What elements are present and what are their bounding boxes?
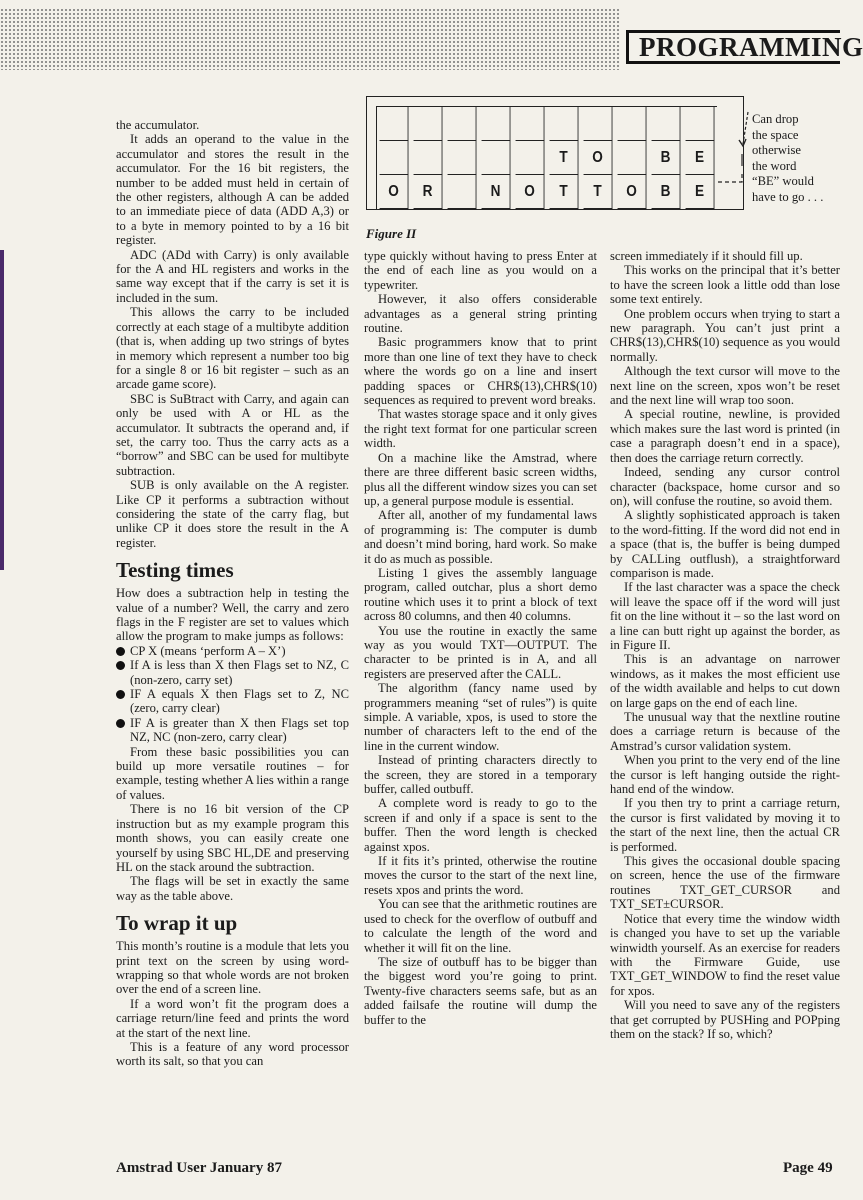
grid-cell [550, 107, 579, 141]
grid-cell [414, 141, 443, 175]
annotation-line: “BE” would [752, 174, 814, 188]
paragraph: SUB is only available on the A register. Like CP it performs a subtraction without considering the state of the carry flag, but unlike CP it does store the result in the A register. [116, 478, 349, 550]
grid-cell [482, 141, 511, 175]
paragraph: You can see that the arithmetic routines are used to check for the overflow of outbuff and to calculate the length of the word and whether it will fit on the line. [364, 897, 597, 955]
grid-cell: N [482, 175, 511, 209]
paragraph: Although the text cursor will move to the next line on the screen, xpos won’t be reset and the next line will wrap too soon. [610, 364, 840, 408]
grid-cell [584, 107, 613, 141]
paragraph: After all, another of my fundamental laws of programming is: The computer is dumb and doesn’t mind boring, hard work. So make it do as much as possible. [364, 508, 597, 566]
grid-cell: T [550, 141, 579, 175]
bullet-item: If A is less than X then Flags set to NZ, C (non-zero, carry set) [116, 658, 349, 687]
paragraph: A complete word is ready to go to the screen if and only if a space is sent to the buffer. Then the word length is checked against xpos. [364, 796, 597, 854]
grid-cell [380, 141, 409, 175]
grid-cell: T [550, 175, 579, 209]
paragraph: That wastes storage space and it only gives the right text format for one particular screen width. [364, 407, 597, 451]
bullet-item: CP X (means ‘perform A – X’) [116, 644, 349, 658]
paragraph: This works on the principal that it’s better to have the screen look a little odd than lose some text entirely. [610, 263, 840, 307]
grid-cell [448, 175, 477, 209]
grid-cell: O [618, 175, 647, 209]
column-3 [610, 249, 840, 1041]
paragraph: A special routine, newline, is provided which makes sure the last word is printed (in case a paragraph doesn’t end in a space), then does the carriage return correctly. [610, 407, 840, 465]
grid-cell: E [686, 175, 715, 209]
paragraph: Notice that every time the window width is changed you have to set up the variable winwidth yourself. As an exercise for readers with the Firmware Guide, use TXT_GET_WINDOW to find the reset value for xpos. [610, 911, 840, 998]
grid-cell [448, 107, 477, 141]
paragraph: There is no 16 bit version of the CP instruction but as my example program this month shows, you can easily create one yourself by using SBC HL,DE and preserving HL on the stack around the subtraction. [116, 802, 349, 874]
paragraph: Indeed, sending any cursor control character (backspace, home cursor and so on), will confuse the routine, so avoid them. [610, 465, 840, 508]
paragraph: type quickly without having to press Enter at the end of each line as you would on a typewriter. [364, 249, 597, 292]
paragraph: However, it also offers considerable advantages as a general string printing routine. [364, 292, 597, 336]
grid-cell: E [686, 141, 715, 175]
paragraph: It adds an operand to the value in the accumulator and stores the result in the accumulator. For the 16 bit registers, the number to be added must held in certain of the other registers, although A can be added to an immediate piece of data (ADD A,3) or to a byte in memory pointed to by a 16 bit register. [116, 132, 349, 248]
grid-cell: O [380, 175, 409, 209]
bullet-item: IF A equals X then Flags set to Z, NC (zero, carry clear) [116, 687, 349, 716]
grid-cell [516, 141, 545, 175]
paragraph: Instead of printing characters directly to the screen, they are stored in a temporary buffer, called outbuff. [364, 753, 597, 797]
paragraph: This is a feature of any word processor worth its salt, so that you can [116, 1039, 349, 1069]
paragraph: Listing 1 gives the assembly language program, called outchar, plus a short demo routine which uses it to print a block of text across 80 columns, and then 40 columns. [364, 565, 597, 624]
paragraph: One problem occurs when trying to start a new paragraph. You can’t just print a CHR$(13),CHR$(10) sequence as you would normally. [610, 306, 840, 364]
flag-list [116, 644, 349, 745]
grid-cell: B [652, 141, 681, 175]
footer-publication: Amstrad User January 87 [116, 1160, 282, 1176]
annotation-line: the space [752, 127, 799, 142]
grid-cell: O [516, 175, 545, 209]
grid-cell: B [652, 175, 681, 209]
paragraph: SBC is SuBtract with Carry, and again can only be used with A or HL as the accumulator. It subtracts the operand and, if set, the carry too. Thus the carry acts as a “borrow” and SBC can be used for multibyte subtraction. [116, 391, 349, 478]
paragraph: From these basic possibilities you can build up more versatile routines – for example, testing whether A lies within a range of values. [116, 744, 349, 802]
paragraph: If you then try to print a carriage return, the cursor is first validated by moving it to the start of the next line, then the actual CR is performed. [610, 796, 840, 854]
paragraph: Will you need to save any of the registers that get corrupted by PUSHing and POPping them on the stack? If so, which? [610, 998, 840, 1041]
page-edge-strip [0, 250, 4, 570]
grid-cell: R [414, 175, 443, 209]
annotation-line: otherwise [752, 143, 801, 157]
bullet-item: IF A is greater than X then Flags set top NZ, NC (non-zero, carry clear) [116, 716, 349, 745]
paragraph: If it fits it’s printed, otherwise the routine moves the cursor to the start of the next line, resets xpos and prints the word. [364, 854, 597, 897]
annotation-line: Can drop [752, 112, 799, 126]
paragraph: If a word won’t fit the program does a carriage return/line feed and prints the word at the start of the next line. [116, 996, 349, 1040]
paragraph: If the last character was a space the check will leave the space off if the word will just fit on the line without it – so the last word on a line can butt right up against the border, as in Figure II. [610, 580, 840, 652]
bracket-arrow-icon [712, 110, 756, 190]
annotation-line: the word [752, 158, 797, 173]
paragraph: This month’s routine is a module that lets you print text on the screen by using word-wrapping so that whole words are not broken over the end of a screen line. [116, 939, 349, 997]
grid-cell [686, 107, 715, 141]
column-1 [116, 118, 349, 1069]
header-dot-pattern [0, 8, 620, 70]
grid-cell [448, 141, 477, 175]
paragraph: The flags will be set in exactly the same way as the table above. [116, 874, 349, 903]
paragraph: You use the routine in exactly the same way as you would TXT—OUTPUT. The character to be printed is in A, and all registers are preserved after the CALL. [364, 623, 597, 681]
annotation-line: have to go . . . [752, 189, 824, 204]
footer-page-number: Page 49 [783, 1160, 833, 1176]
grid-cell [516, 107, 545, 141]
paragraph: How does a subtraction help in testing the value of a number? Well, the carry and zero flags in the F register are set to values which allow the program to make jumps as follows: [116, 586, 349, 644]
section-title: PROGRAMMING [639, 31, 863, 62]
paragraph: This allows the carry to be included correctly at each stage of a multibyte addition (that is, when adding up two strings of bytes in memory which represent a number too big for a single 8 or 16 bit register – such as an arcade game score). [116, 305, 349, 392]
grid-cell [618, 141, 647, 175]
paragraph: The unusual way that the nextline routine does a carriage return is because of the Amstrad’s cursor validation system. [610, 710, 840, 753]
paragraph: When you print to the very end of the line the cursor is left hanging outside the right-hand end of the window. [610, 753, 840, 797]
grid-cell: O [584, 141, 613, 175]
figure-annotation [752, 112, 838, 205]
paragraph: This gives the occasional double spacing on screen, hence the use of the firmware routines TXT_GET_CURSOR and TXT_SET±CURSOR. [610, 854, 840, 912]
paragraph: The algorithm (fancy name used by programmers meaning “set of rules”) is quite simple. A variable, xpos, is used to store the number of characters left to the end of the line in the current window. [364, 681, 597, 753]
section-header [626, 30, 863, 64]
paragraph: On a machine like the Amstrad, where there are three different basic screen widths, plus all the different window sizes you can set up, a general purpose module is essential. [364, 450, 597, 508]
subheading-to-wrap-it-up: To wrap it up [116, 911, 238, 936]
figure-grid [376, 106, 717, 209]
paragraph: The size of outbuff has to be bigger than the biggest word you’re going to print. Twenty-five characters seems safe, but as an added failsafe the routine will dump the buffer to the [364, 954, 597, 1027]
column-2 [364, 249, 597, 1027]
paragraph: A slightly sophisticated approach is taken to the word-fitting. If the word did not end in a space (that is, the buffer is being dumped by CALLing outflush), a straightforward comparison is made. [610, 508, 840, 580]
grid-cell [482, 107, 511, 141]
paragraph: ADC (ADd with Carry) is only available for the A and HL registers and works in the same way except that if the carry is set it is included in the sum. [116, 247, 349, 305]
paragraph: screen immediately if it should fill up. [610, 249, 803, 263]
grid-cell [380, 107, 409, 141]
grid-cell: T [584, 175, 613, 209]
subheading-testing-times: Testing times [116, 558, 234, 583]
paragraph: the accumulator. [116, 118, 200, 132]
paragraph: This is an advantage on narrower windows, as it makes the most efficient use of the width available and helps to cut down on large gaps on the end of each line. [610, 652, 840, 710]
grid-cell [652, 107, 681, 141]
grid-cell [414, 107, 443, 141]
paragraph: Basic programmers know that to print more than one line of text they have to check where the words go on a line and insert padding spaces or CHR$(13),CHR$(10) sequences as required to prevent word breaks. [364, 335, 597, 408]
figure-caption: Figure II [366, 226, 417, 241]
grid-cell [618, 107, 647, 141]
